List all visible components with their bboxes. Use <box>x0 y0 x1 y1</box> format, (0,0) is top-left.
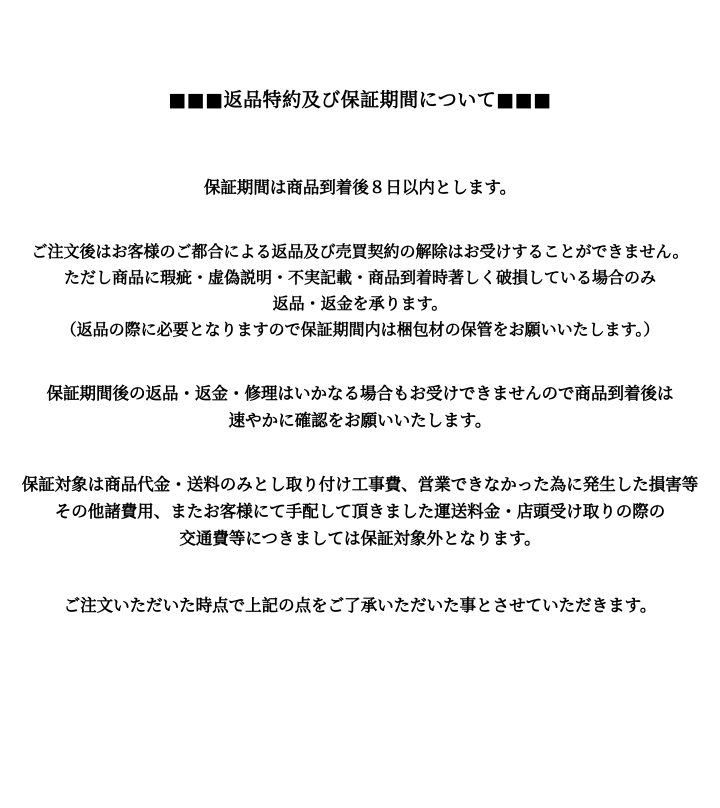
page-title: ■■■返品特約及び保証期間について■■■ <box>168 89 552 111</box>
section-warranty-period <box>8 175 712 202</box>
section-line: ただし商品に瑕疵・虚偽説明・不実記載・商品到着時著しく破損している場合のみ <box>63 268 656 288</box>
section-after-warranty <box>8 381 712 434</box>
section-line: ご注文後はお客様のご都合による返品及び売買契約の解除はお受けすることができません。 <box>31 242 689 262</box>
section-line: ご注文いただいた時点で上記の点をご了承いただいた事とさせていただきます。 <box>63 595 657 615</box>
section-cancellation-policy <box>8 239 712 343</box>
section-line: 交通費等につきましては保証対象外となります。 <box>179 528 541 548</box>
section-line: 保証期間は商品到着後８日以内とします。 <box>203 177 517 197</box>
section-warranty-scope <box>8 472 712 552</box>
section-line: （返品の際に必要となりますので保証期間内は梱包材の保管をお願いいたします。） <box>60 320 660 340</box>
document-page <box>0 88 720 808</box>
section-line: 保証対象は商品代金・送料のみとし取り付け工事費、営業できなかった為に発生した損害等 <box>21 475 699 495</box>
section-line: 返品・返金を承ります。 <box>272 294 448 314</box>
section-line: 保証期間後の返品・返金・修理はいかなる場合もお受けできませんので商品到着後は <box>46 384 674 404</box>
section-line: その他諸費用、またお客様にて手配して頂きました運送料金・店頭受け取りの際の <box>54 502 666 522</box>
section-agreement <box>8 593 712 620</box>
section-line: 速やかに確認をお願いいたします。 <box>228 410 492 430</box>
